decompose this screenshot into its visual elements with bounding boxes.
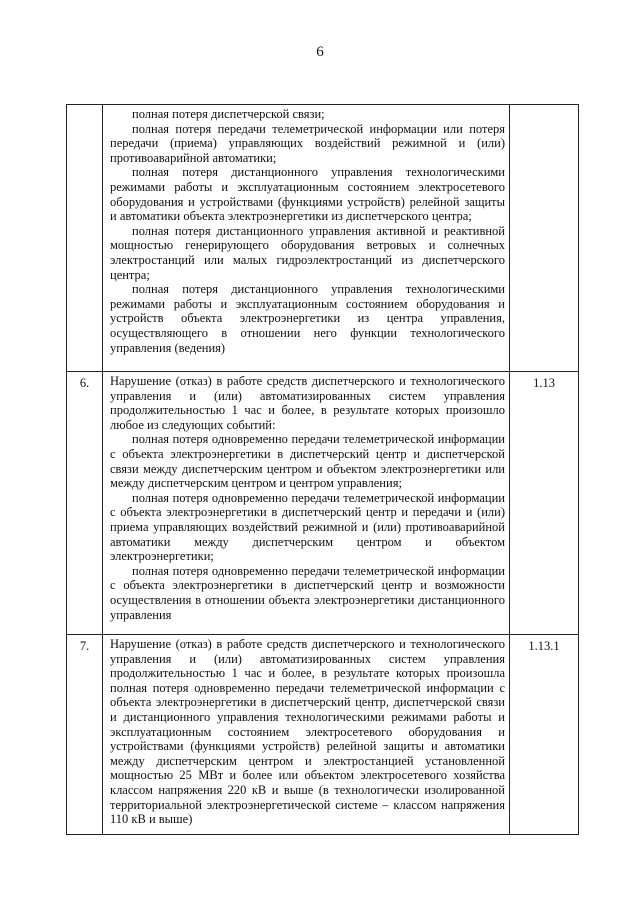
table-row xyxy=(67,105,579,372)
row-code xyxy=(510,105,579,372)
paragraph: полная потеря дистанционного управления технологическими режимами работы и эксплуатационным состоянием оборудования и устройств объекта электроэнергетики из центра управления, осуществляющего в отношении него функции технологического управления (ведения) xyxy=(110,282,505,355)
row-number xyxy=(67,105,103,372)
row-code: 1.13.1 xyxy=(510,635,579,835)
paragraph: полная потеря одновременно передачи телеметрической информации с объекта электроэнергетики в диспетчерский центр и возможности осуществления в отношении объекта электроэнергетики дистанционного управления xyxy=(110,563,505,622)
paragraph: полная потеря диспетчерской связи; xyxy=(132,107,325,121)
row-description xyxy=(103,372,510,635)
paragraph: полная потеря дистанционного управления технологическими режимами работы и эксплуатационным состоянием электросетевого оборудования и устройствами (функциями устройств) релейной защиты и автоматики объекта электроэнергетики из диспетчерского центра; xyxy=(110,165,505,224)
row-code: 1.13 xyxy=(510,372,579,635)
row-number: 6. xyxy=(67,372,103,635)
table-row xyxy=(67,372,579,635)
paragraph: Нарушение (отказ) в работе средств диспетчерского и технологического управления и (или) автоматизированных систем управления продолжительностью 1 час и более, в результате которых произошло любое из следующих событий: xyxy=(110,374,505,432)
paragraph: полная потеря передачи телеметрической информации или потеря передачи (приема) управляющих воздействий режимной и (или) противоаварийной автоматики; xyxy=(110,121,505,165)
paragraph: полная потеря одновременно передачи телеметрической информации с объекта электроэнергетики в диспетчерский центр и диспетчерской связи между диспетчерским центром и объектом электроэнергетики или между диспетчерским центром и центром управления; xyxy=(110,432,505,491)
page-number: 6 xyxy=(316,44,324,60)
row-description xyxy=(103,105,510,372)
row-number: 7. xyxy=(67,635,103,835)
incident-table xyxy=(66,104,579,835)
paragraph: полная потеря одновременно передачи телеметрической информации с объекта электроэнергетики в диспетчерский центр и передачи и (или) приема управляющих воздействий режимной и (или) противоаварийной автоматики между диспетчерским центром и объектом электроэнергетики; xyxy=(110,490,505,564)
row-description xyxy=(103,635,510,835)
paragraph: полная потеря дистанционного управления активной и реактивной мощностью генерирующего оборудования ветровых и солнечных электростанций или малых гидроэлектростанций из диспетчерского центра; xyxy=(110,223,505,282)
table-row xyxy=(67,635,579,835)
paragraph: Нарушение (отказ) в работе средств диспетчерского и технологического управления и (или) автоматизированных систем управления продолжительностью 1 час и более, в результате которых произошла полная потеря одновременно передачи телеметрической информации с объекта электроэнергетики в диспетчерский центр, диспетчерской связи и дистанционного управления технологическими режимами работы и эксплуатационным состоянием электросетевого оборудования и устройствами (функциями устройств) релейной защиты и автоматики между диспетчерским центром и электростанцией установленной мощностью 25 МВт и более или объектом электросетевого хозяйства классом напряжения 220 кВ и выше (в технологически изолированной территориальной электроэнергетической системе – классом напряжения 110 кВ и выше) xyxy=(110,637,505,827)
